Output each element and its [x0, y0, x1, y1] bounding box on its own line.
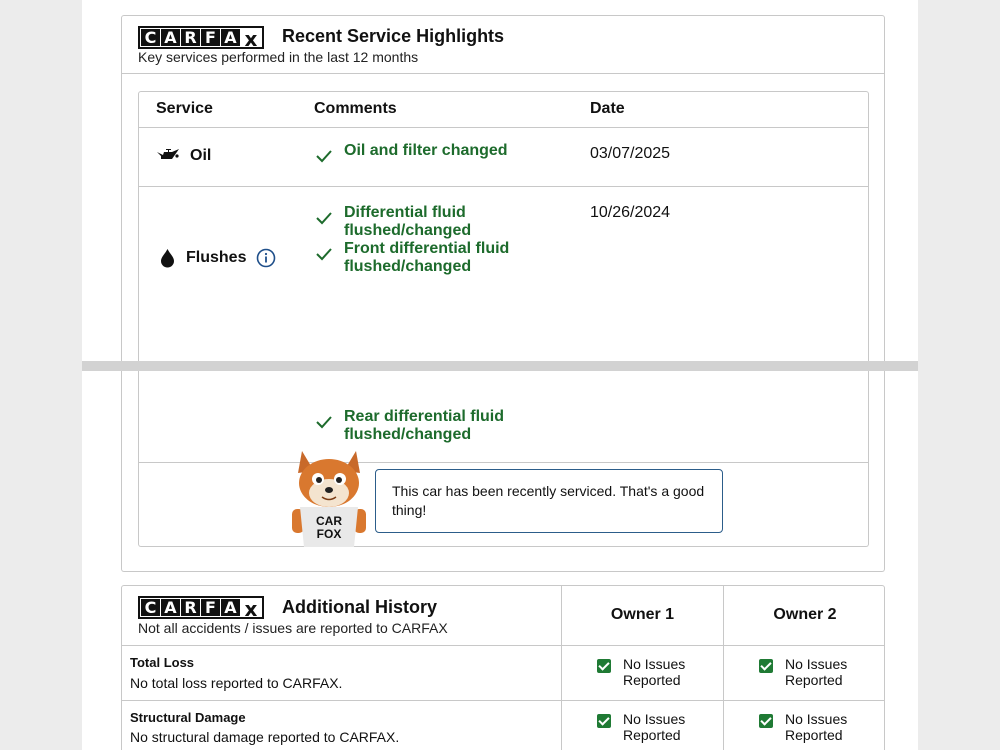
speech-bubble: This car has been recently serviced. That's a good thing!: [375, 469, 723, 533]
service-highlights-card: [121, 15, 885, 361]
mascot-shirt-line: CAR: [316, 514, 342, 528]
comment-item: Oil and filter changed: [314, 142, 508, 166]
history-row-description: No structural damage reported to CARFAX.: [130, 729, 400, 745]
divider: [122, 645, 884, 646]
check-icon: [314, 244, 334, 264]
divider: [122, 73, 884, 74]
owner-header: Owner 2: [773, 606, 837, 623]
history-row-title: Total Loss: [130, 655, 195, 670]
comment-item: Rear differential fluid flushed/changed: [314, 408, 504, 444]
owner-status: No Issues Reported: [597, 656, 685, 688]
history-row-description: No total loss reported to CARFAX.: [130, 675, 343, 691]
mascot-shirt-line: FOX: [316, 527, 342, 541]
carfax-logo: C A R F A x: [138, 596, 264, 619]
oil-can-icon: [156, 148, 180, 164]
service-date: 03/07/2025: [590, 145, 671, 162]
owner-status: No Issues Reported: [759, 711, 847, 743]
card-title: Additional History: [282, 597, 438, 617]
page-separator: [82, 361, 918, 371]
check-icon: [314, 208, 334, 228]
owner-header: Owner 1: [610, 606, 675, 623]
report-page-top: [82, 0, 918, 361]
card-title: Recent Service Highlights: [282, 26, 505, 46]
check-icon: [314, 146, 334, 166]
additional-history-card: [121, 585, 885, 750]
divider: [139, 462, 868, 463]
owner-status: No Issues Reported: [597, 711, 685, 743]
service-highlights-card-continued: [121, 371, 885, 572]
column-header-service: Service: [156, 100, 213, 117]
check-icon: [314, 412, 334, 432]
divider: [139, 127, 868, 128]
divider: [122, 700, 884, 701]
service-oil: Oil: [156, 147, 211, 165]
carfox-mascot-illustration: [284, 443, 374, 547]
drop-icon: [159, 248, 176, 268]
info-icon[interactable]: [256, 248, 276, 268]
carfax-logo: C A R F A x: [138, 26, 264, 49]
check-box-icon: [759, 714, 773, 728]
service-table-continued: [138, 371, 869, 547]
check-box-icon: [597, 714, 611, 728]
card-subtitle: Not all accidents / issues are reported to CARFAX: [138, 620, 448, 636]
service-table: [138, 91, 869, 361]
divider: [139, 186, 868, 187]
column-header-date: Date: [590, 100, 625, 117]
report-page-bottom: [82, 371, 918, 750]
comment-item: Differential fluid flushed/changed: [314, 204, 471, 240]
card-subtitle: Key services performed in the last 12 months: [138, 49, 419, 65]
owner-status: No Issues Reported: [759, 656, 847, 688]
history-row-title: Structural Damage: [130, 710, 246, 725]
column-header-comments: Comments: [314, 100, 397, 117]
service-flushes: Flushes: [159, 248, 276, 268]
check-box-icon: [759, 659, 773, 673]
service-date: 10/26/2024: [590, 204, 671, 221]
comment-item: Front differential fluid flushed/changed: [314, 240, 509, 276]
check-box-icon: [597, 659, 611, 673]
